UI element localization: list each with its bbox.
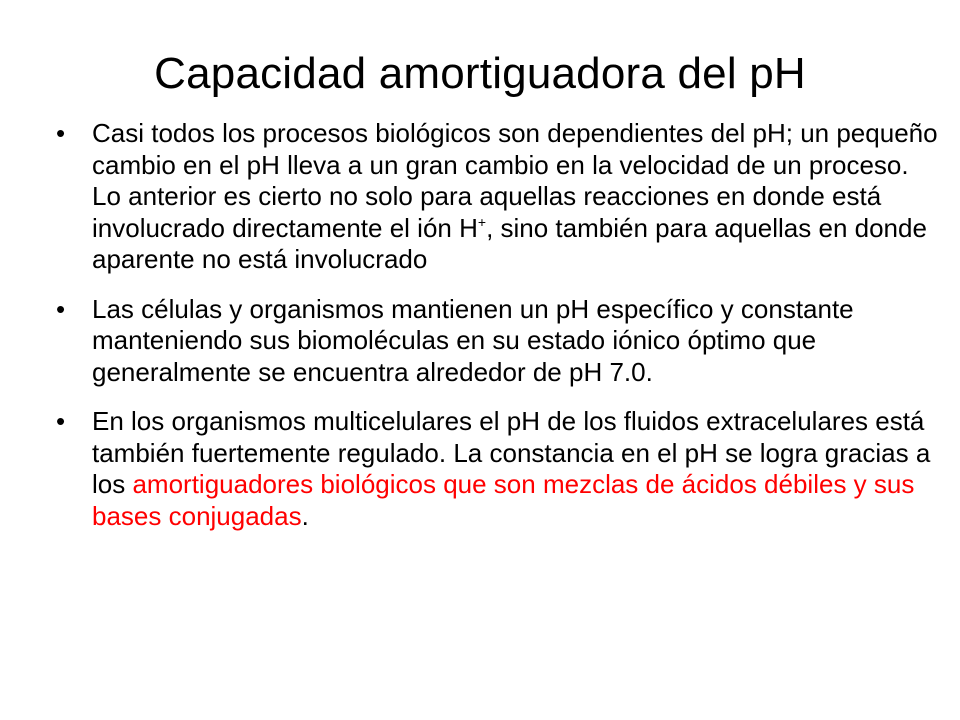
bullet-marker: • <box>56 406 66 436</box>
bullet-marker: • <box>56 118 66 148</box>
bullet-1-text-end: , sino también para aquellas en donde aparente no está involucrado <box>92 212 927 274</box>
bullet-item-2 <box>56 293 938 389</box>
bullet-3-text: En los organismos multicelulares el pH de los fluidos extracelulares está también fuertemente regulado. La constancia en el pH se logra gracias a los <box>92 406 931 499</box>
slide-title: Capacidad amortiguadora del pH <box>154 49 806 98</box>
bullet-3-text-end: . <box>301 500 309 531</box>
bullet-2-text: Las células y organismos mantienen un pH específico y constante manteniendo sus biomoléculas en su estado iónico óptimo que generalmente se encuentra alrededor de pH 7.0. <box>92 293 854 387</box>
bullet-1-text: Casi todos los procesos biológicos son dependientes del pH; un pequeño cambio en el pH lleva a un gran cambio en la velocidad de un proceso. Lo anterior es cierto no solo para aquellas reacciones en donde está involucrado directamente el ión H <box>92 118 938 243</box>
bullet-item-3 <box>56 406 938 532</box>
bullet-marker: • <box>56 293 66 324</box>
bullet-list <box>56 118 938 550</box>
highlighted-text: amortiguadores biológicos que son mezclas de ácidos débiles y sus bases conjugadas <box>92 469 915 531</box>
bullet-item-1 <box>56 118 938 276</box>
superscript-plus: + <box>477 213 487 230</box>
